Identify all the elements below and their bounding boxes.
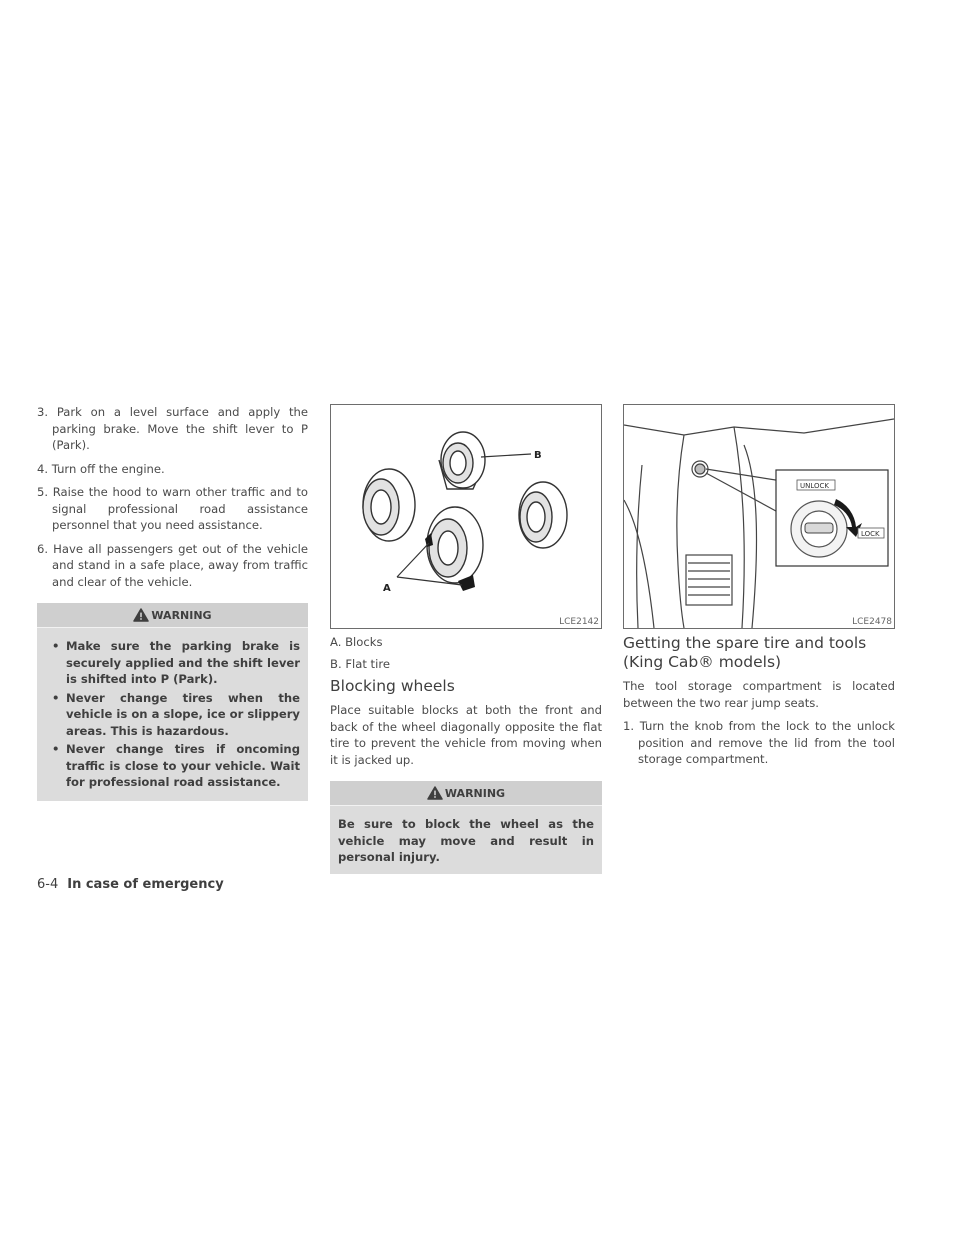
- spare-tire-body: The tool storage compartment is located between the two rear jump seats.: [623, 679, 895, 710]
- caption-b: B. Flat tire: [330, 656, 390, 671]
- section-title: In case of emergency: [67, 877, 224, 892]
- warning-box-parking: [37, 603, 308, 801]
- right-column: [623, 404, 895, 775]
- warning-bullet-3: • Never change tires if oncoming traffic is close to your vehicle. Wait for professional road assistance.: [45, 741, 300, 791]
- heading-blocking-wheels: Blocking wheels: [330, 677, 455, 695]
- unlock-label: UNLOCK: [800, 482, 829, 490]
- warning-triangle-icon: [427, 786, 443, 800]
- lock-label: LOCK: [861, 530, 880, 538]
- warning-bullet-2: • Never change tires when the vehicle is on a slope, ice or slippery areas. This is hazardous.: [45, 690, 300, 740]
- wheel-blocks-illustration: [331, 405, 601, 628]
- blocking-wheels-body: Place suitable blocks at both the front and back of the wheel diagonally opposite the flat tire to prevent the vehicle from moving when it is jacked up.: [330, 703, 602, 767]
- figure-label-b: B: [534, 450, 542, 461]
- warning-title: WARNING: [151, 608, 212, 622]
- middle-column: [330, 404, 602, 874]
- step-4: 4. Turn off the engine.: [37, 461, 165, 476]
- warning-title: WARNING: [444, 786, 506, 800]
- tool-storage-illustration: [624, 405, 894, 628]
- page-footer: [37, 877, 224, 892]
- step-3: 3. Park on a level surface and apply the parking brake. Move the shift lever to P (Park).: [37, 405, 308, 452]
- figure-wheel-blocks: [330, 404, 602, 629]
- warning-header: [37, 603, 308, 628]
- warning-header: [330, 781, 602, 806]
- left-column: [37, 404, 308, 801]
- spare-tire-step-1: 1. Turn the knob from the lock to the unlock position and remove the lid from the tool storage compartment.: [623, 719, 895, 766]
- figure-code: LCE2142: [559, 617, 599, 627]
- warning-text: Be sure to block the wheel as the vehicle may move and result in personal injury.: [338, 817, 594, 864]
- step-6: 6. Have all passengers get out of the vehicle and stand in a safe place, away from traffic and clear of the vehicle.: [37, 541, 308, 589]
- heading-spare-tire-tools: Getting the spare tire and tools (King Cab® models): [623, 634, 867, 671]
- caption-a: A. Blocks: [330, 635, 383, 649]
- figure-tool-storage: [623, 404, 895, 629]
- page-number: 6-4: [37, 877, 59, 892]
- figure-label-a: A: [383, 583, 391, 594]
- warning-box-block-wheel: [330, 781, 602, 874]
- figure-code: LCE2478: [852, 617, 892, 627]
- warning-triangle-icon: [133, 608, 149, 622]
- step-5: 5. Raise the hood to warn other traffic and to signal professional road assistance personnel that you need assistance.: [37, 485, 308, 532]
- warning-bullet-1: • Make sure the parking brake is securely applied and the shift lever is shifted into P (Park).: [45, 638, 300, 688]
